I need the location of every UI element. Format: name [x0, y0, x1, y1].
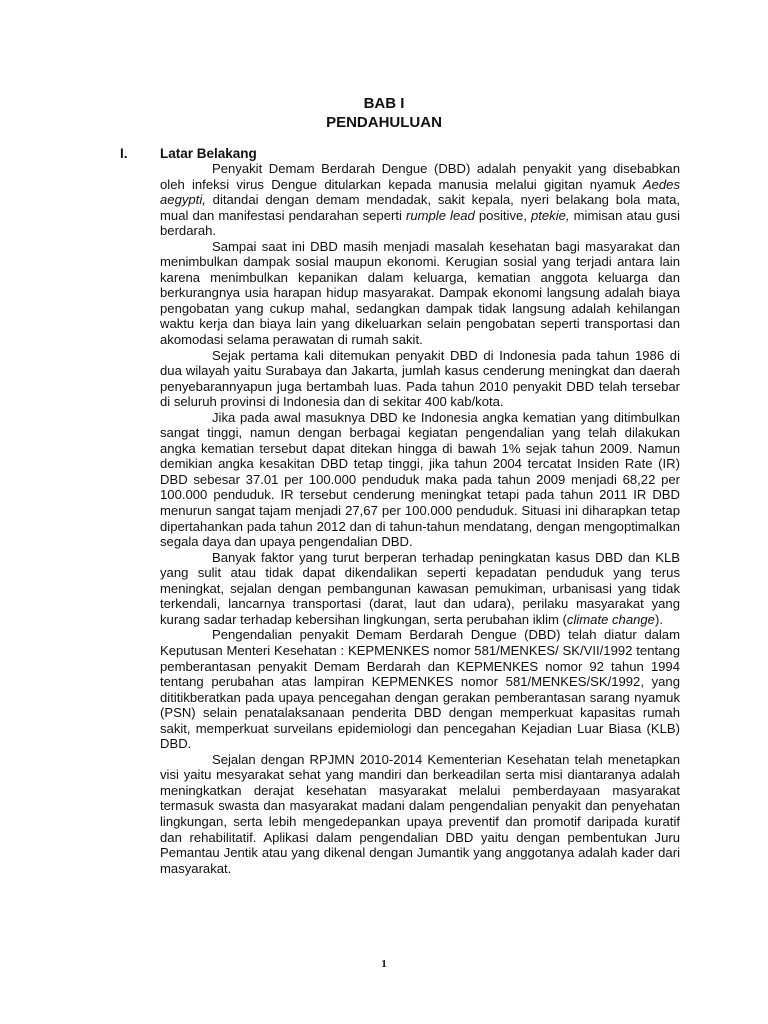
- paragraph: [160, 348, 680, 410]
- paragraph: [160, 161, 680, 239]
- italic-text-run: rumple lead: [405, 207, 475, 223]
- text-run: positive,: [474, 207, 531, 223]
- section-title: Latar Belakang: [160, 146, 257, 161]
- text-run: Jika pada awal masuknya DBD ke Indonesia angka kematian yang ditimbulkan sangat tinggi, namun dengan berbagai kegiatan pengendalian yang telah dilakukan angka kematian tersebut dapat ditekan hingga di bawah 1% sejak tahun 2009. Namun demikian angka kesakitan DBD tetap tinggi, jika tahun 2004 tercatat Insiden Rate (IR) DBD sebesar 37.01 per 100.000 penduduk maka pada tahun 2009 menjadi 68,22 per 100.000 penduduk. IR tersebut cenderung meningkat tetapi pada tahun 2011 IR DBD menurun sangat tajam menjadi 27,67 per 100.000 penduduk. Situasi ini diharapkan tetap dipertahankan pada tahun 2012 dan di tahun-tahun mendatang, dengan mengoptimalkan segala daya dan upaya pengendalian DBD.: [160, 409, 680, 550]
- text-run: Banyak faktor yang turut berperan terhadap peningkatan kasus DBD dan KLB yang sulit atau tidak dapat dikendalikan seperti kepadatan penduduk yang terus meningkat, sejalan dengan pembangunan kawasan pemukiman, urbanisasi yang tidak terkendali, lancarnya transportasi (darat, laut dan udara), perilaku masyarakat yang kurang sadar terhadap kebersihan lingkungan, serta perubahan iklim (: [160, 549, 680, 627]
- paragraph: [160, 239, 680, 348]
- paragraph: [160, 627, 680, 751]
- body-text: [160, 161, 680, 876]
- paragraph: [160, 410, 680, 550]
- paragraph: [160, 550, 680, 628]
- text-run: Pengendalian penyakit Demam Berdarah Dengue (DBD) telah diatur dalam Keputusan Menteri Kesehatan : KEPMENKES nomor 581/MENKES/ SK/VII/1992 tentang pemberantasan penyakit Demam Berdarah dan KEPMENKES nomor 92 tahun 1994 tentang perubahan atas lampiran KEPMENKES nomor 581/MENKES/SK/1992, yang dititikberatkan pada upaya pencegahan dengan gerakan pemberantasan sarang nyamuk (PSN) selain penatalaksanaan penderita DBD dengan memperkuat kapasitas rumah sakit, memperkuat surveilans epidemiologi dan pencegahan Kejadian Luar Biasa (KLB) DBD.: [160, 627, 680, 752]
- text-run: Sejalan dengan RPJMN 2010-2014 Kementerian Kesehatan telah menetapkan visi yaitu mesyarakat sehat yang mandiri dan berkeadilan serta misi diantaranya adalah meningkatkan derajat kesehatan masyarakat melalui pemberdayaan masyarakat termasuk swasta dan masyarakat madani dalam pengendalian penyakit dan penyehatan lingkungan, serta lebih mengedepankan upaya preventif dan promotif daripada kuratif dan rehabilitatif. Aplikasi dalam pengendalian DBD yaitu dengan pembentukan Juru Pemantau Jentik atau yang dikenal dengan Jumantik yang anggotanya adalah kader dari masyarakat.: [160, 751, 680, 876]
- chapter-title: PENDAHULUAN: [326, 114, 442, 131]
- section-number: I.: [120, 146, 128, 161]
- text-run: Sampai saat ini DBD masih menjadi masalah kesehatan bagi masyarakat dan menimbulkan dampak sosial maupun ekonomi. Kerugian sosial yang terjadi antara lain karena menimbulkan kepanikan dalam keluarga, kematian anggota keluarga dan berkurangnya usia harapan hidup masyarakat. Dampak ekonomi langsung adalah biaya pengobatan yang cukup mahal, sedangkan dampak tidak langsung adalah kehilangan waktu kerja dan biaya lain yang dikeluarkan selain pengobatan seperti transportasi dan akomodasi selama perawatan di rumah sakit.: [160, 238, 680, 348]
- text-run: Penyakit Demam Berdarah Dengue (DBD) adalah penyakit yang disebabkan oleh infeksi virus Dengue ditularkan kepada manusia melalui gigitan nyamuk: [160, 161, 680, 192]
- italic-text-run: Aedes aegypti,: [160, 176, 680, 208]
- text-run: mimisan atau gusi berdarah.: [160, 207, 680, 239]
- text-run: Sejak pertama kali ditemukan penyakit DBD di Indonesia pada tahun 1986 di dua wilayah yaitu Surabaya dan Jakarta, jumlah kasus cenderung meningkat dan daerah penyebarannyapun juga bertambah luas. Pada tahun 2010 penyakit DBD telah tersebar di seluruh provinsi di Indonesia dan di sekitar 400 kab/kota.: [160, 347, 680, 410]
- text-run: ditandai dengan demam mendadak, sakit kepala, nyeri belakang bola mata, mual dan manifestasi pendarahan seperti: [160, 192, 680, 223]
- italic-text-run: climate change: [566, 611, 655, 627]
- chapter-number: BAB I: [363, 95, 405, 112]
- italic-text-run: ptekie,: [530, 207, 570, 223]
- paragraph: [160, 752, 680, 876]
- page-number: 1: [381, 958, 387, 970]
- text-run: ).: [654, 611, 663, 627]
